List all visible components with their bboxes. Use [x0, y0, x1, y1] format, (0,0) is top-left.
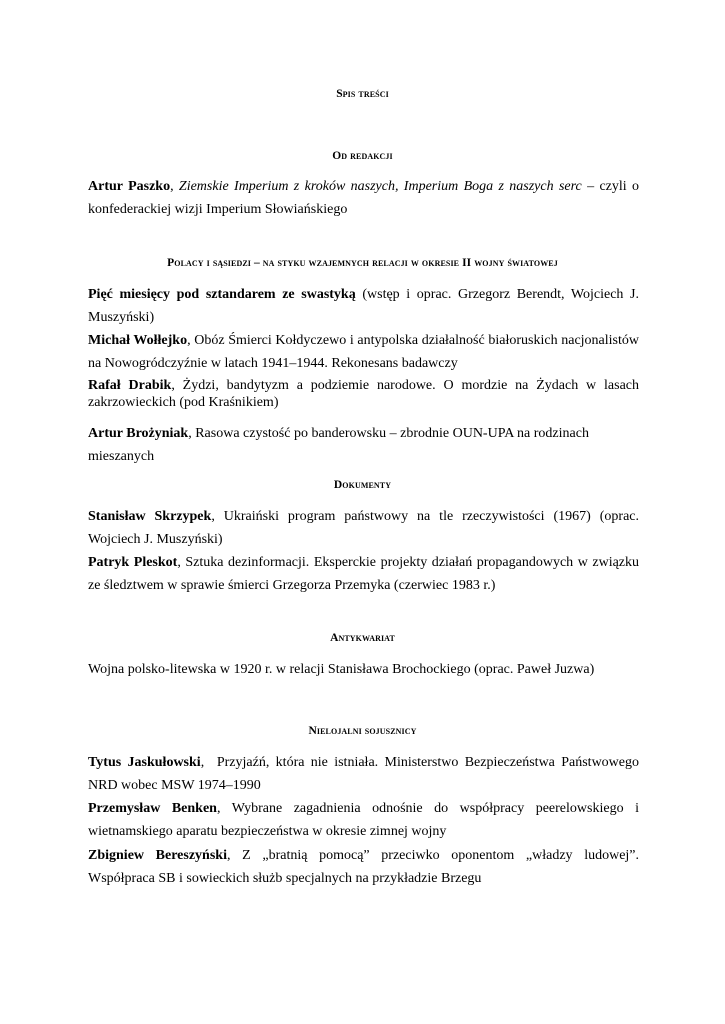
toc-entry: [88, 658, 639, 681]
entry-title: , Rasowa czystość po banderowsku – zbrodnie OUN-UPA na rodzinach mieszanych: [88, 426, 589, 464]
entry-separator: ,: [170, 179, 179, 194]
entry-title: – czyli o konfederackiej wizji Imperium Słowiańskiego: [88, 179, 639, 217]
section-heading-nielojalni-sojusznicy: Nielojalni sojusznicy: [308, 725, 417, 737]
entry-author: Michał Wołłejko: [88, 333, 188, 348]
toc-entry: [88, 283, 639, 329]
entry-title-bold: Pięć miesięcy pod sztandarem ze swastyką: [88, 287, 356, 302]
entry-title: , Obóz Śmierci Kołdyczewo i antypolska działalność białoruskich nacjonalistów na Nowogródczyźnie w latach 1941–1944. Rekonesans badawczy: [88, 333, 639, 371]
toc-entry: [88, 175, 639, 221]
toc-entry: [88, 844, 639, 890]
entry-title: , Wybrane zagadnienia odnośnie do współpracy peerelowskiego i wietnamskiego aparatu bezpieczeństwa w okresie zimnej wojny: [88, 801, 639, 839]
entry-author: Rafał Drabik: [88, 378, 172, 393]
toc-entry: [88, 751, 643, 797]
toc-entry: [88, 797, 639, 843]
page-title: Spis treści: [336, 88, 389, 100]
entry-title: , Sztuka dezinformacji. Eksperckie projekty działań propagandowych w związku ze śledztwem w sprawie śmierci Grzegorza Przemyka (czerwiec 1983 r.): [88, 555, 640, 593]
section-heading-polacy-i-sasiedzi: Polacy i sąsiedzi – na styku wzajemnych relacji w okresie II wojny światowej: [167, 257, 558, 269]
toc-entry: [88, 377, 639, 411]
entry-author: Patryk Pleskot: [88, 555, 178, 570]
entry-author: Zbigniew Bereszyński: [88, 848, 227, 863]
entry-title: , Przyjaźń, która nie istniała. Ministerstwo Bezpieczeństwa Państwowego NRD wobec MSW 1974–1990: [88, 755, 643, 793]
toc-entry: [88, 551, 639, 597]
entry-title: , Z „bratnią pomocą” przeciwko oponentom „władzy ludowej”. Współpraca SB i sowieckich służb specjalnych na przykładzie Brzegu: [88, 848, 640, 886]
entry-title-italic: Ziemskie Imperium z kroków naszych, Imperium Boga z naszych serc: [178, 179, 582, 194]
section-heading-od-redakcji: Od redakcji: [332, 150, 393, 162]
entry-title: (wstęp i oprac. Grzegorz Berendt, Wojciech J. Muszyński): [88, 287, 639, 325]
entry-title: , Ukraiński program państwowy na tle rzeczywistości (1967) (oprac. Wojciech J. Muszyński): [88, 509, 640, 547]
toc-entry: [88, 329, 639, 375]
toc-entry: [88, 422, 639, 468]
toc-entry: [88, 505, 639, 551]
entry-author: Artur Paszko: [88, 179, 171, 194]
entry-author: Artur Brożyniak: [88, 426, 189, 441]
entry-title: , Żydzi, bandytyzm a podziemie narodowe. O mordzie na Żydach w lasach zakrzowieckich (pod Kraśnikiem): [88, 378, 640, 410]
entry-author: Stanisław Skrzypek: [88, 509, 212, 524]
entry-title: Wojna polsko-litewska w 1920 r. w relacji Stanisława Brochockiego (oprac. Paweł Juzwa): [88, 662, 595, 677]
section-heading-antykwariat: Antykwariat: [330, 632, 395, 644]
entry-author: Tytus Jaskułowski: [88, 755, 201, 770]
entry-author: Przemysław Benken: [88, 801, 217, 816]
section-heading-dokumenty: Dokumenty: [333, 479, 392, 491]
